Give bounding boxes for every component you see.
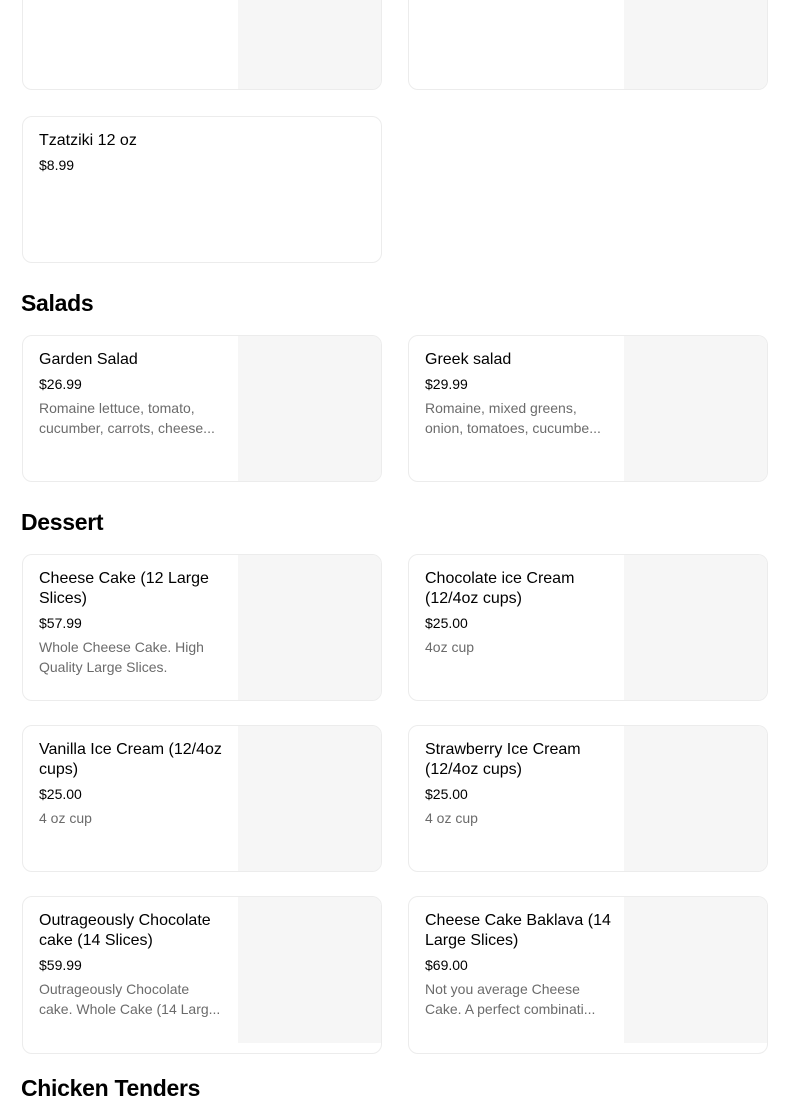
- menu-item-description: Whole Cheese Cake. High Quality Large Slices.: [39, 639, 204, 675]
- menu-item-card-strawberry-ice-cream[interactable]: [408, 725, 768, 872]
- menu-item-name: Greek salad: [425, 351, 512, 368]
- menu-item-image: [624, 0, 768, 89]
- section-title-salads: Salads: [21, 290, 94, 316]
- menu-item-description: 4 oz cup: [425, 810, 478, 826]
- menu-item-price: $57.99: [39, 615, 82, 631]
- menu-item-image: [238, 897, 382, 1043]
- menu-item-image: [238, 555, 382, 700]
- menu-item-card-vanilla-ice-cream[interactable]: [22, 725, 382, 872]
- menu-item-card[interactable]: [408, 0, 768, 90]
- menu-item-description: Outrageously Chocolate cake. Whole Cake (14 Larg...: [39, 981, 221, 1017]
- menu-item-price: $8.99: [39, 157, 75, 173]
- menu-item-name: Cheese Cake (12 Large Slices): [39, 570, 209, 607]
- menu-item-card-cheese-cake[interactable]: [22, 554, 382, 701]
- menu-item-price: $25.00: [425, 615, 468, 631]
- menu-item-description: Not you average Cheese Cake. A perfect combinati...: [425, 981, 596, 1017]
- menu-item-card-outrageously-chocolate-cake[interactable]: [22, 896, 382, 1054]
- menu-item-price: $25.00: [425, 786, 468, 802]
- menu-item-price: $59.99: [39, 957, 82, 973]
- menu-item-image: [238, 336, 382, 481]
- section-title-chicken-tenders: Chicken Tenders: [21, 1075, 201, 1101]
- menu-item-name: Vanilla Ice Cream (12/4oz cups): [39, 741, 222, 778]
- menu-item-name: Outrageously Chocolate cake (14 Slices): [39, 912, 211, 949]
- menu-item-price: $29.99: [425, 376, 468, 392]
- menu-item-image: [624, 726, 768, 871]
- menu-item-description: 4oz cup: [425, 639, 475, 655]
- menu-item-image: [624, 555, 768, 700]
- menu-item-card[interactable]: [22, 0, 382, 90]
- menu-item-name: Chocolate ice Cream (12/4oz cups): [425, 570, 575, 607]
- menu-item-card-chocolate-ice-cream[interactable]: [408, 554, 768, 701]
- menu-item-card-garden-salad[interactable]: [22, 335, 382, 482]
- menu-item-name: Cheese Cake Baklava (14 Large Slices): [425, 912, 611, 949]
- menu-item-card-tzatziki[interactable]: [22, 116, 382, 263]
- menu-item-image: [624, 336, 768, 481]
- section-title-dessert: Dessert: [21, 509, 104, 535]
- menu-item-image: [238, 726, 382, 871]
- menu-item-description: Romaine lettuce, tomato, cucumber, carrots, cheese...: [39, 400, 215, 436]
- menu-item-name: Garden Salad: [39, 351, 138, 368]
- menu-item-name: Tzatziki 12 oz: [39, 132, 137, 149]
- menu-item-price: $69.00: [425, 957, 468, 973]
- menu-item-image: [238, 0, 382, 89]
- menu-item-card-greek-salad[interactable]: [408, 335, 768, 482]
- menu-item-name: Strawberry Ice Cream (12/4oz cups): [425, 741, 581, 778]
- menu-item-description: Romaine, mixed greens, onion, tomatoes, cucumbe...: [425, 400, 601, 436]
- menu-item-price: $25.00: [39, 786, 82, 802]
- menu-item-description: 4 oz cup: [39, 810, 92, 826]
- menu-item-image: [624, 897, 768, 1043]
- menu-item-price: $26.99: [39, 376, 82, 392]
- menu-item-card-cheese-cake-baklava[interactable]: [408, 896, 768, 1054]
